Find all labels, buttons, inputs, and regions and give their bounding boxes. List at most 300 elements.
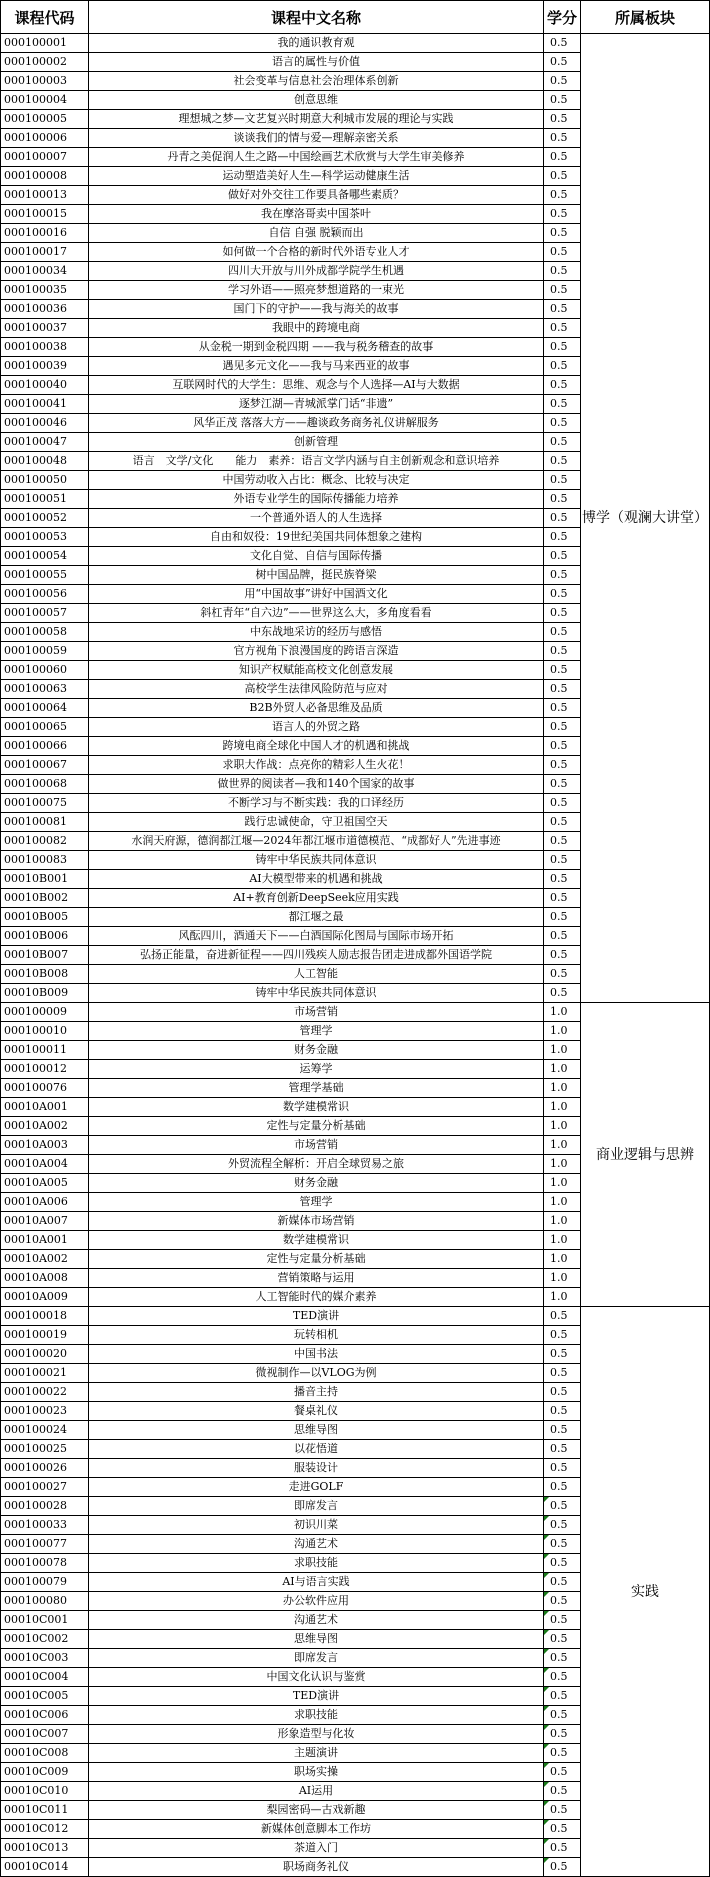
header-course-name: 课程中文名称 <box>89 1 544 34</box>
credit-cell <box>544 1288 581 1307</box>
credit-cell <box>544 1041 581 1060</box>
credit-value: 0.5 <box>550 264 568 277</box>
course-name-cell: 中国劳动收入占比：概念、比较与决定 <box>89 471 544 490</box>
header-section: 所属板块 <box>581 1 710 34</box>
credit-cell <box>544 1364 581 1383</box>
credit-cell <box>544 53 581 72</box>
credit-cell <box>544 433 581 452</box>
course-name-cell: AI与语言实践 <box>89 1573 544 1592</box>
credit-value: 0.5 <box>550 606 568 619</box>
credit-cell <box>544 319 581 338</box>
credit-value: 0.5 <box>550 74 568 87</box>
course-code-cell: 000100067 <box>1 756 89 775</box>
credit-value: 0.5 <box>550 910 568 923</box>
course-code-cell: 00010A004 <box>1 1155 89 1174</box>
course-name-cell: 逐梦江湖—青城派掌门话“非遗” <box>89 395 544 414</box>
course-name-cell: 自信 自强 脱颖而出 <box>89 224 544 243</box>
course-name-cell: 一个普通外语人的人生选择 <box>89 509 544 528</box>
course-name-cell: 市场营销 <box>89 1003 544 1022</box>
course-name-cell: 玩转相机 <box>89 1326 544 1345</box>
credit-value: 0.5 <box>550 36 568 49</box>
credit-value: 0.5 <box>550 378 568 391</box>
course-code-cell: 00010A002 <box>1 1117 89 1136</box>
credit-value: 0.5 <box>550 416 568 429</box>
course-code-cell: 000100083 <box>1 851 89 870</box>
credit-cell <box>544 1383 581 1402</box>
course-code-cell: 000100026 <box>1 1459 89 1478</box>
credit-value: 0.5 <box>550 397 568 410</box>
credit-value: 0.5 <box>550 853 568 866</box>
course-code-cell: 000100051 <box>1 490 89 509</box>
credit-cell <box>544 737 581 756</box>
credit-cell <box>544 1782 581 1801</box>
course-name-cell: 定性与定量分析基础 <box>89 1117 544 1136</box>
credit-value: 0.5 <box>550 549 568 562</box>
course-code-cell: 000100027 <box>1 1478 89 1497</box>
credit-cell <box>544 1592 581 1611</box>
credit-value: 0.5 <box>550 1632 568 1645</box>
credit-value: 0.5 <box>550 302 568 315</box>
credit-value: 1.0 <box>550 1271 568 1284</box>
course-code-cell: 00010A007 <box>1 1212 89 1231</box>
course-code-cell: 000100025 <box>1 1440 89 1459</box>
credit-value: 0.5 <box>550 1499 568 1512</box>
course-code-cell: 000100040 <box>1 376 89 395</box>
course-name-cell: 创意思维 <box>89 91 544 110</box>
course-code-cell: 00010C009 <box>1 1763 89 1782</box>
credit-value: 0.5 <box>550 131 568 144</box>
course-code-cell: 00010C014 <box>1 1858 89 1877</box>
credit-value: 0.5 <box>550 454 568 467</box>
credit-cell <box>544 813 581 832</box>
course-code-cell: 000100081 <box>1 813 89 832</box>
credit-cell <box>544 1687 581 1706</box>
credit-cell <box>544 300 581 319</box>
credit-value: 1.0 <box>550 1233 568 1246</box>
table-row <box>1 1003 710 1022</box>
credit-value: 0.5 <box>550 967 568 980</box>
course-code-cell: 000100012 <box>1 1060 89 1079</box>
course-name-cell: B2B外贸人必备思维及品质 <box>89 699 544 718</box>
course-name-cell: 自由和奴役：19世纪美国共同体想象之建构 <box>89 528 544 547</box>
course-code-cell: 00010C010 <box>1 1782 89 1801</box>
credit-cell <box>544 1269 581 1288</box>
credit-value: 0.5 <box>550 834 568 847</box>
course-name-cell: 市场营销 <box>89 1136 544 1155</box>
credit-cell <box>544 1820 581 1839</box>
credit-cell <box>544 395 581 414</box>
course-code-cell: 00010C012 <box>1 1820 89 1839</box>
course-code-cell: 000100013 <box>1 186 89 205</box>
course-name-cell: 数学建模常识 <box>89 1231 544 1250</box>
course-code-cell: 000100052 <box>1 509 89 528</box>
course-name-cell: 铸牢中华民族共同体意识 <box>89 851 544 870</box>
course-code-cell: 000100034 <box>1 262 89 281</box>
credit-cell <box>544 870 581 889</box>
course-name-cell: 高校学生法律风险防范与应对 <box>89 680 544 699</box>
cell-comment-marker-icon <box>544 1782 549 1787</box>
course-name-cell: 求职大作战：点亮你的精彩人生火花！ <box>89 756 544 775</box>
credit-cell <box>544 927 581 946</box>
credit-cell <box>544 262 581 281</box>
course-name-cell: 管理学 <box>89 1022 544 1041</box>
credit-value: 0.5 <box>550 1822 568 1835</box>
credit-cell <box>544 756 581 775</box>
credit-value: 0.5 <box>550 1347 568 1360</box>
course-name-cell: 斜杠青年“自六边”——世界这么大，多角度看看 <box>89 604 544 623</box>
cell-comment-marker-icon <box>544 1554 549 1559</box>
course-code-cell: 00010C002 <box>1 1630 89 1649</box>
course-code-cell: 000100078 <box>1 1554 89 1573</box>
course-name-cell: AI+教育创新DeepSeek应用实践 <box>89 889 544 908</box>
course-code-cell: 000100005 <box>1 110 89 129</box>
course-name-cell: 茶道入门 <box>89 1839 544 1858</box>
course-code-cell: 000100055 <box>1 566 89 585</box>
course-code-cell: 00010A003 <box>1 1136 89 1155</box>
credit-cell <box>544 1402 581 1421</box>
credit-cell <box>544 490 581 509</box>
credit-value: 0.5 <box>550 169 568 182</box>
course-name-cell: 运筹学 <box>89 1060 544 1079</box>
course-code-cell: 000100022 <box>1 1383 89 1402</box>
credit-cell <box>544 1060 581 1079</box>
course-name-cell: 新媒体市场营销 <box>89 1212 544 1231</box>
course-code-cell: 00010B007 <box>1 946 89 965</box>
course-name-cell: 运动塑造美好人生—科学运动健康生活 <box>89 167 544 186</box>
credit-cell <box>544 471 581 490</box>
cell-comment-marker-icon <box>544 1592 549 1597</box>
course-name-cell: 风华正茂 落落大方——趣谈政务商务礼仪讲解服务 <box>89 414 544 433</box>
course-code-cell: 00010A002 <box>1 1250 89 1269</box>
credit-value: 0.5 <box>550 93 568 106</box>
cell-comment-marker-icon <box>544 1744 549 1749</box>
course-name-cell: 创新管理 <box>89 433 544 452</box>
credit-value: 0.5 <box>550 1860 568 1873</box>
cell-comment-marker-icon <box>544 1801 549 1806</box>
credit-cell <box>544 1573 581 1592</box>
credit-value: 0.5 <box>550 1727 568 1740</box>
credit-cell <box>544 908 581 927</box>
course-code-cell: 000100053 <box>1 528 89 547</box>
credit-cell <box>544 832 581 851</box>
credit-value: 0.5 <box>550 55 568 68</box>
credit-cell <box>544 34 581 53</box>
credit-value: 0.5 <box>550 1461 568 1474</box>
cell-comment-marker-icon <box>544 1706 549 1711</box>
course-code-cell: 000100007 <box>1 148 89 167</box>
credit-value: 0.5 <box>550 226 568 239</box>
course-name-cell: 遇见多元文化——我与马来西亚的故事 <box>89 357 544 376</box>
cell-comment-marker-icon <box>544 1497 549 1502</box>
credit-value: 0.5 <box>550 815 568 828</box>
course-name-cell: 办公软件应用 <box>89 1592 544 1611</box>
course-name-cell: 做世界的阅读者—我和140个国家的故事 <box>89 775 544 794</box>
credit-value: 0.5 <box>550 1328 568 1341</box>
course-code-cell: 000100079 <box>1 1573 89 1592</box>
course-name-cell: 求职技能 <box>89 1706 544 1725</box>
credit-cell <box>544 91 581 110</box>
course-code-cell: 000100008 <box>1 167 89 186</box>
course-name-cell: 官方视角下浪漫国度的跨语言深造 <box>89 642 544 661</box>
credit-value: 0.5 <box>550 340 568 353</box>
course-code-cell: 000100021 <box>1 1364 89 1383</box>
credit-value: 0.5 <box>550 492 568 505</box>
course-code-cell: 000100059 <box>1 642 89 661</box>
credit-value: 0.5 <box>550 1689 568 1702</box>
credit-value: 1.0 <box>550 1119 568 1132</box>
course-code-cell: 00010C013 <box>1 1839 89 1858</box>
credit-value: 0.5 <box>550 150 568 163</box>
credit-cell <box>544 1022 581 1041</box>
course-name-cell: 从金税一期到金税四期 ——我与税务稽查的故事 <box>89 338 544 357</box>
course-name-cell: 国门下的守护——我与海关的故事 <box>89 300 544 319</box>
credit-value: 0.5 <box>550 720 568 733</box>
credit-cell <box>544 509 581 528</box>
credit-cell <box>544 167 581 186</box>
course-name-cell: 微视制作—以VLOG为例 <box>89 1364 544 1383</box>
credit-cell <box>544 376 581 395</box>
credit-value: 0.5 <box>550 1784 568 1797</box>
course-code-cell: 00010A006 <box>1 1193 89 1212</box>
course-code-cell: 00010A009 <box>1 1288 89 1307</box>
credit-cell <box>544 452 581 471</box>
cell-comment-marker-icon <box>544 1649 549 1654</box>
table-row <box>1 34 710 53</box>
credit-value: 0.5 <box>550 568 568 581</box>
course-name-cell: 语言 文学/文化 能力 素养：语言文学内涵与自主创新观念和意识培养 <box>89 452 544 471</box>
course-code-cell: 000100002 <box>1 53 89 72</box>
course-name-cell: 都江堰之最 <box>89 908 544 927</box>
course-code-cell: 000100060 <box>1 661 89 680</box>
course-name-cell: 我眼中的跨境电商 <box>89 319 544 338</box>
credit-value: 1.0 <box>550 1214 568 1227</box>
credit-cell <box>544 243 581 262</box>
credit-value: 0.5 <box>550 739 568 752</box>
course-name-cell: 弘扬正能量，奋进新征程——四川残疾人励志报告团走进成都外国语学院 <box>89 946 544 965</box>
credit-value: 1.0 <box>550 1043 568 1056</box>
course-name-cell: 管理学基础 <box>89 1079 544 1098</box>
course-code-cell: 000100009 <box>1 1003 89 1022</box>
course-code-cell: 00010C005 <box>1 1687 89 1706</box>
credit-cell <box>544 642 581 661</box>
course-code-cell: 000100077 <box>1 1535 89 1554</box>
cell-comment-marker-icon <box>544 1630 549 1635</box>
course-code-cell: 000100035 <box>1 281 89 300</box>
credit-cell <box>544 680 581 699</box>
table-row <box>1 1307 710 1326</box>
course-name-cell: 思维导图 <box>89 1421 544 1440</box>
credit-cell <box>544 1440 581 1459</box>
credit-value: 0.5 <box>550 1366 568 1379</box>
course-name-cell: 服装设计 <box>89 1459 544 1478</box>
credit-value: 0.5 <box>550 796 568 809</box>
credit-value: 0.5 <box>550 188 568 201</box>
course-name-cell: AI大模型带来的机遇和挑战 <box>89 870 544 889</box>
course-code-cell: 000100006 <box>1 129 89 148</box>
credit-value: 0.5 <box>550 359 568 372</box>
course-code-cell: 00010C001 <box>1 1611 89 1630</box>
course-code-cell: 00010B008 <box>1 965 89 984</box>
credit-value: 0.5 <box>550 245 568 258</box>
credit-cell <box>544 604 581 623</box>
credit-value: 0.5 <box>550 207 568 220</box>
credit-value: 0.5 <box>550 682 568 695</box>
course-code-cell: 000100018 <box>1 1307 89 1326</box>
credit-value: 0.5 <box>550 112 568 125</box>
course-name-cell: 职场商务礼仪 <box>89 1858 544 1877</box>
credit-cell <box>544 965 581 984</box>
credit-value: 0.5 <box>550 929 568 942</box>
course-name-cell: 梨园密码—古戏新趣 <box>89 1801 544 1820</box>
course-code-cell: 00010A008 <box>1 1269 89 1288</box>
course-name-cell: 理想城之梦—文艺复兴时期意大利城市发展的理论与实践 <box>89 110 544 129</box>
cell-comment-marker-icon <box>544 1516 549 1521</box>
course-code-cell: 00010B005 <box>1 908 89 927</box>
credit-cell <box>544 1079 581 1098</box>
course-code-cell: 000100016 <box>1 224 89 243</box>
course-name-cell: 树中国品牌，挺民族脊梁 <box>89 566 544 585</box>
credit-value: 1.0 <box>550 1062 568 1075</box>
course-code-cell: 000100054 <box>1 547 89 566</box>
cell-comment-marker-icon <box>544 1763 549 1768</box>
credit-cell <box>544 699 581 718</box>
course-name-cell: 沟通艺术 <box>89 1611 544 1630</box>
credit-cell <box>544 1155 581 1174</box>
credit-value: 0.5 <box>550 473 568 486</box>
credit-cell <box>544 1459 581 1478</box>
course-name-cell: 中国书法 <box>89 1345 544 1364</box>
credit-value: 0.5 <box>550 1594 568 1607</box>
course-name-cell: 播音主持 <box>89 1383 544 1402</box>
credit-value: 0.5 <box>550 1746 568 1759</box>
credit-value: 0.5 <box>550 1708 568 1721</box>
course-name-cell: 数学建模常识 <box>89 1098 544 1117</box>
credit-cell <box>544 889 581 908</box>
header-row <box>1 1 710 34</box>
course-name-cell: 餐桌礼仪 <box>89 1402 544 1421</box>
course-name-cell: 新媒体创意脚本工作坊 <box>89 1820 544 1839</box>
section-label-cell: 商业逻辑与思辨 <box>581 1003 710 1307</box>
course-name-cell: AI运用 <box>89 1782 544 1801</box>
credit-cell <box>544 1858 581 1877</box>
course-code-cell: 00010C011 <box>1 1801 89 1820</box>
course-code-cell: 000100048 <box>1 452 89 471</box>
credit-value: 0.5 <box>550 986 568 999</box>
course-name-cell: 即席发言 <box>89 1649 544 1668</box>
course-code-cell: 000100065 <box>1 718 89 737</box>
credit-cell <box>544 1098 581 1117</box>
credit-value: 0.5 <box>550 435 568 448</box>
course-code-cell: 000100075 <box>1 794 89 813</box>
cell-comment-marker-icon <box>544 1611 549 1616</box>
course-code-cell: 000100001 <box>1 34 89 53</box>
course-code-cell: 000100068 <box>1 775 89 794</box>
credit-value: 0.5 <box>550 1518 568 1531</box>
credit-value: 1.0 <box>550 1138 568 1151</box>
credit-value: 0.5 <box>550 891 568 904</box>
course-name-cell: 定性与定量分析基础 <box>89 1250 544 1269</box>
course-name-cell: 风酝四川，酒通天下——白酒国际化图局与国际市场开拓 <box>89 927 544 946</box>
credit-cell <box>544 1744 581 1763</box>
credit-value: 0.5 <box>550 1670 568 1683</box>
credit-value: 0.5 <box>550 321 568 334</box>
credit-value: 0.5 <box>550 777 568 790</box>
credit-cell <box>544 794 581 813</box>
course-code-cell: 000100003 <box>1 72 89 91</box>
credit-value: 0.5 <box>550 1841 568 1854</box>
course-name-cell: TED演讲 <box>89 1687 544 1706</box>
course-code-cell: 00010C008 <box>1 1744 89 1763</box>
credit-cell <box>544 1345 581 1364</box>
credit-cell <box>544 1478 581 1497</box>
course-code-cell: 000100039 <box>1 357 89 376</box>
course-code-cell: 00010A001 <box>1 1231 89 1250</box>
course-code-cell: 000100076 <box>1 1079 89 1098</box>
section-label-cell: 博学（观澜大讲堂） <box>581 34 710 1003</box>
cell-comment-marker-icon <box>544 1858 549 1863</box>
credit-cell <box>544 1630 581 1649</box>
course-code-cell: 000100017 <box>1 243 89 262</box>
credit-value: 0.5 <box>550 283 568 296</box>
credit-cell <box>544 357 581 376</box>
credit-cell <box>544 1516 581 1535</box>
credit-cell <box>544 186 581 205</box>
credit-cell <box>544 1554 581 1573</box>
credit-cell <box>544 281 581 300</box>
course-name-cell: 走进GOLF <box>89 1478 544 1497</box>
credit-cell <box>544 1212 581 1231</box>
course-code-cell: 000100019 <box>1 1326 89 1345</box>
credit-cell <box>544 1725 581 1744</box>
course-name-cell: 管理学 <box>89 1193 544 1212</box>
course-name-cell: 思维导图 <box>89 1630 544 1649</box>
credit-value: 0.5 <box>550 1442 568 1455</box>
course-name-cell: 财务金融 <box>89 1174 544 1193</box>
course-code-cell: 000100036 <box>1 300 89 319</box>
credit-cell <box>544 566 581 585</box>
course-code-cell: 00010C007 <box>1 1725 89 1744</box>
course-name-cell: 形象造型与化妆 <box>89 1725 544 1744</box>
course-name-cell: 初识川菜 <box>89 1516 544 1535</box>
course-name-cell: 践行忠诚使命，守卫祖国空天 <box>89 813 544 832</box>
course-name-cell: 用“中国故事”讲好中国酒文化 <box>89 585 544 604</box>
credit-value: 0.5 <box>550 758 568 771</box>
credit-cell <box>544 414 581 433</box>
course-name-cell: 语言的属性与价值 <box>89 53 544 72</box>
course-code-cell: 000100023 <box>1 1402 89 1421</box>
credit-cell <box>544 1706 581 1725</box>
course-name-cell: 人工智能时代的媒介素养 <box>89 1288 544 1307</box>
credit-value: 1.0 <box>550 1157 568 1170</box>
credit-cell <box>544 1307 581 1326</box>
credit-cell <box>544 1839 581 1858</box>
credit-cell <box>544 1003 581 1022</box>
credit-cell <box>544 946 581 965</box>
credit-cell <box>544 547 581 566</box>
credit-cell <box>544 148 581 167</box>
course-name-cell: 四川大开放与川外成都学院学生机遇 <box>89 262 544 281</box>
credit-value: 1.0 <box>550 1290 568 1303</box>
credit-value: 0.5 <box>550 587 568 600</box>
course-code-cell: 000100033 <box>1 1516 89 1535</box>
course-code-cell: 00010C006 <box>1 1706 89 1725</box>
course-name-cell: 我的通识教育观 <box>89 34 544 53</box>
course-code-cell: 000100024 <box>1 1421 89 1440</box>
course-name-cell: 铸牢中华民族共同体意识 <box>89 984 544 1003</box>
credit-cell <box>544 851 581 870</box>
cell-comment-marker-icon <box>544 1820 549 1825</box>
section-label-cell: 实践 <box>581 1307 710 1877</box>
